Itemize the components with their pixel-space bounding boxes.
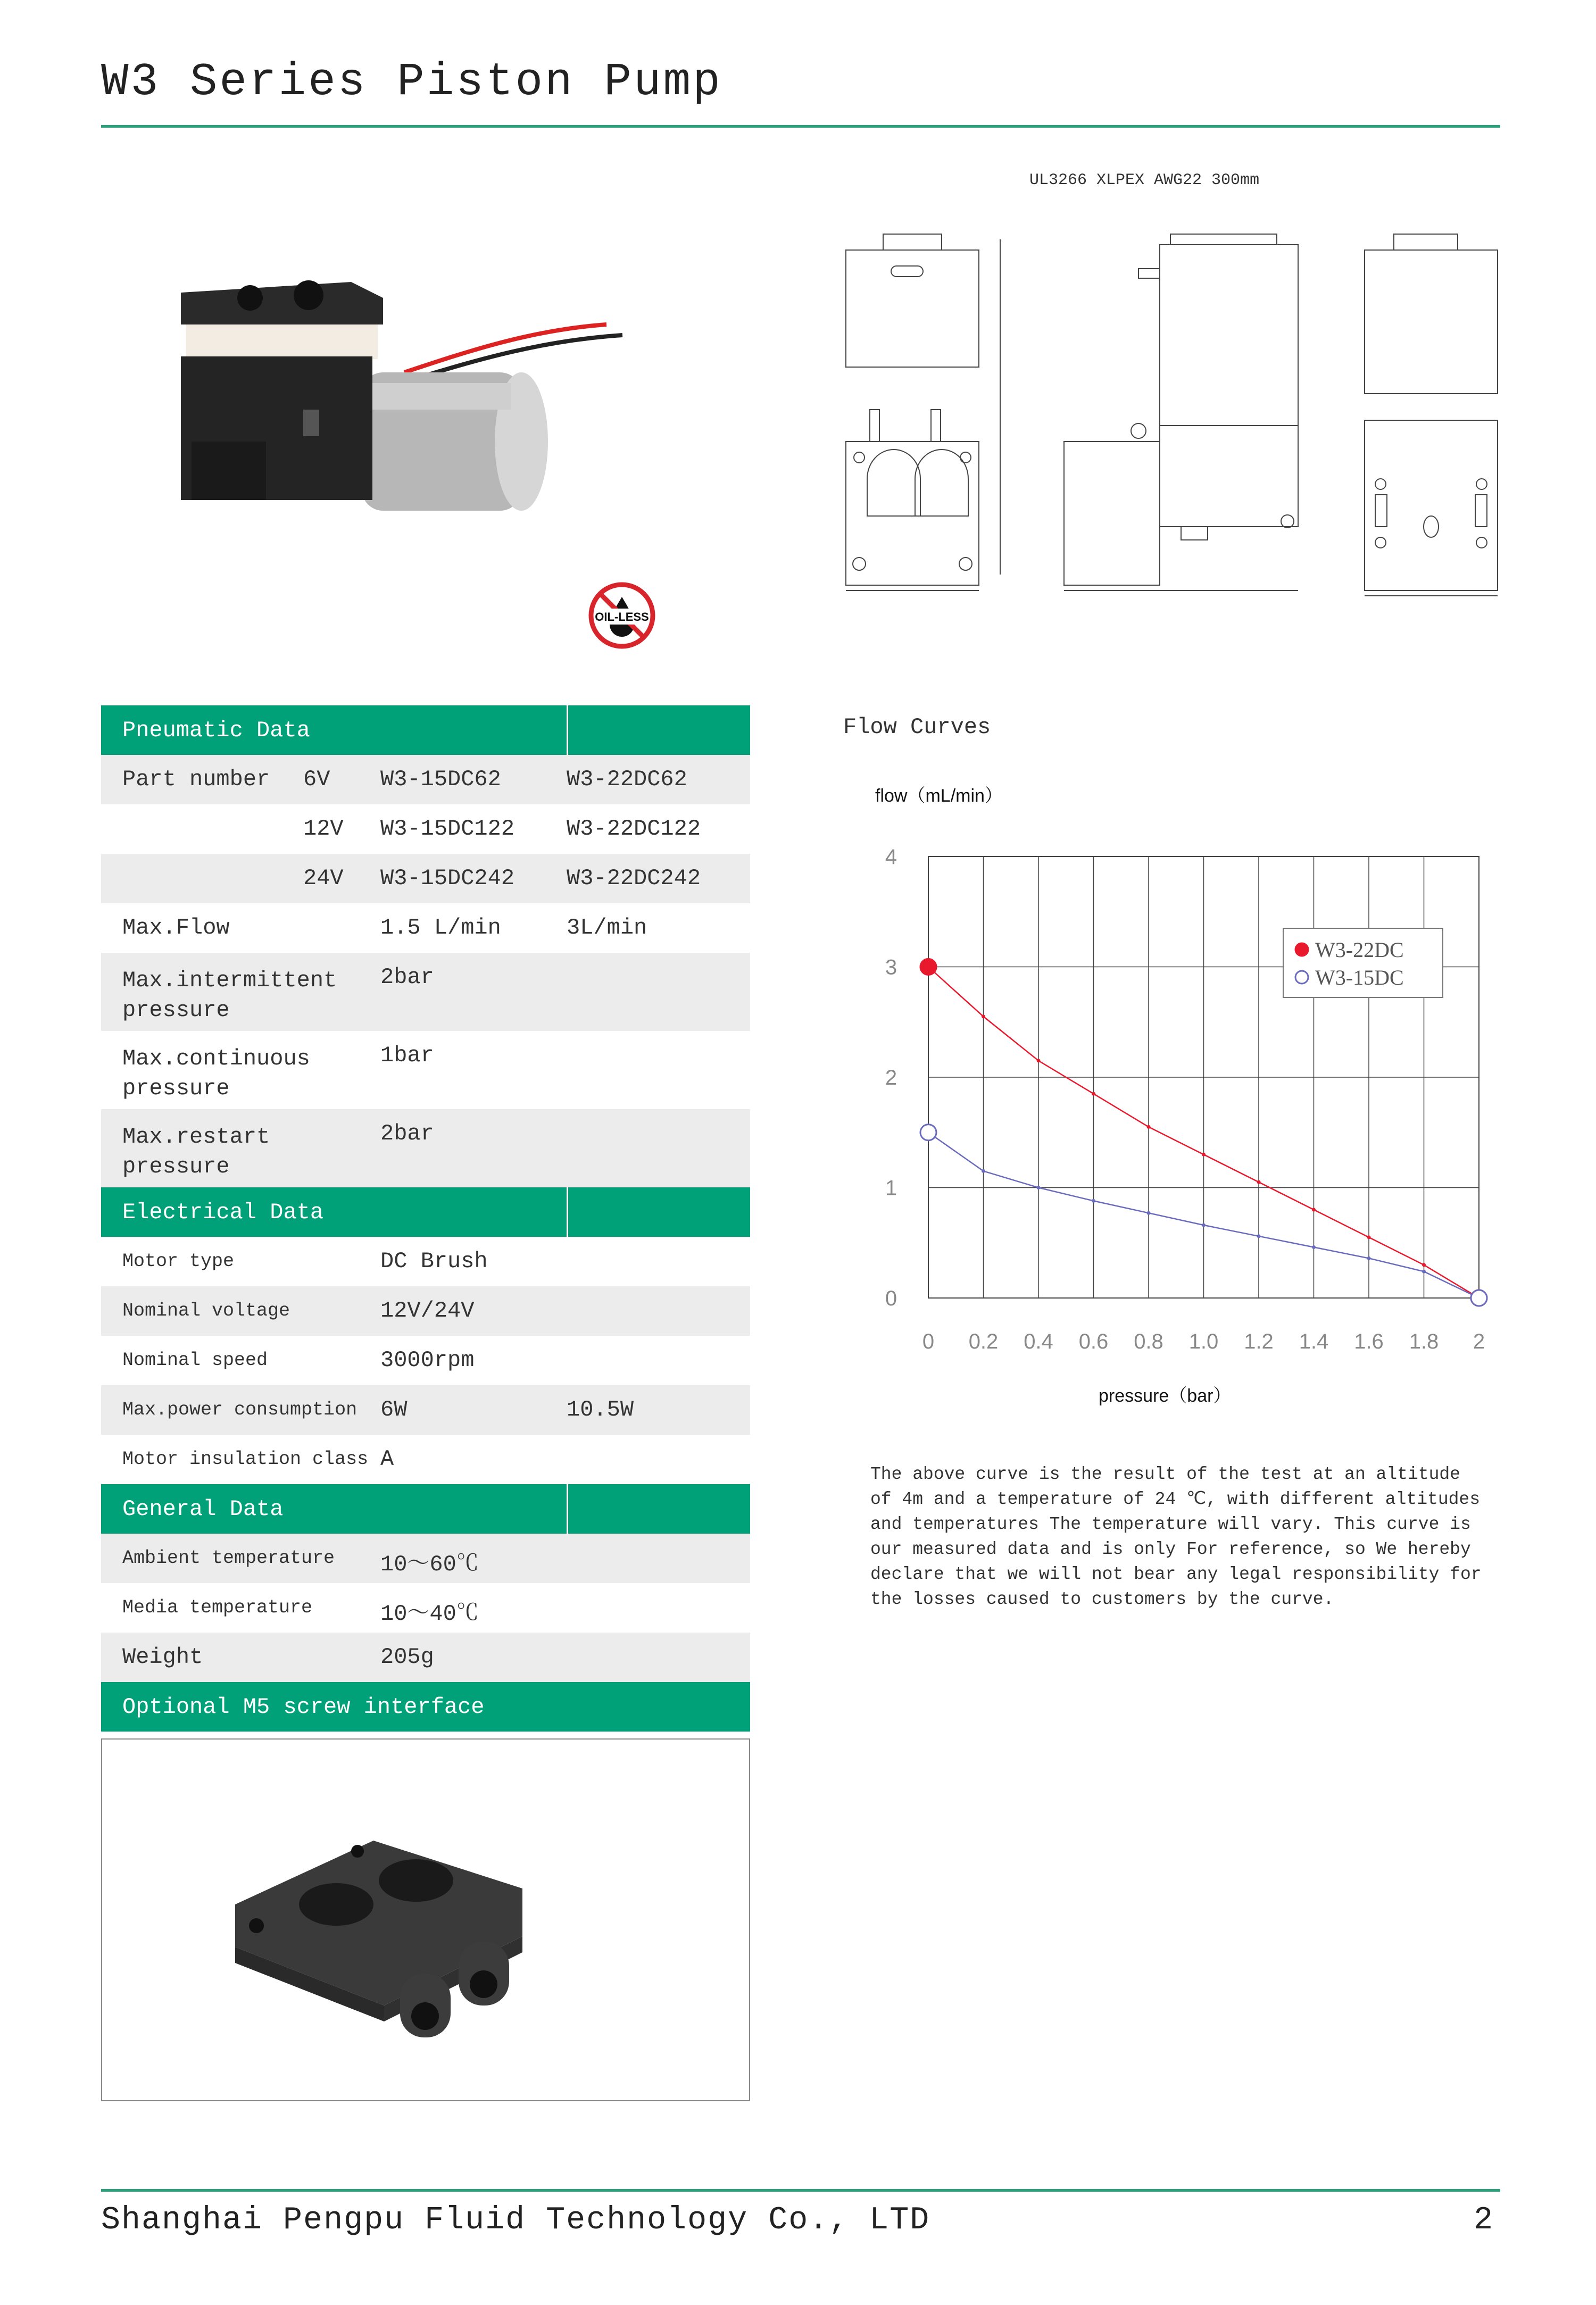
intermittent-label: Max.intermittent pressure	[122, 968, 337, 1023]
oil-less-badge	[587, 581, 656, 650]
legend-label: W3-22DC	[1315, 938, 1404, 962]
flow-note: The above curve is the result of the test at an altitude of 4m and a temperature of 24 ℃, with different altitudes and temperatures The temperature will vary. This curve is our measured data and is only For reference, so We hereby declare that we will not bear any legal responsibility for the losses caused to customers by the curve.	[870, 1464, 1482, 1609]
data-point	[1092, 1092, 1095, 1095]
data-point	[1147, 1125, 1150, 1128]
weight-value: 205g	[380, 1644, 434, 1670]
x-tick-label: 1.4	[1299, 1330, 1329, 1353]
optional-title: Optional M5 screw interface	[122, 1694, 485, 1720]
media-label: Media temperature	[122, 1597, 313, 1618]
data-point	[1367, 1236, 1370, 1239]
nominal-voltage-row	[101, 1286, 750, 1336]
data-point	[1312, 1246, 1316, 1249]
y-tick-label: 0	[885, 1287, 897, 1310]
general-header	[101, 1484, 750, 1534]
dimension-drawing	[841, 229, 1500, 612]
data-point	[1312, 1208, 1316, 1211]
data-point	[982, 1169, 985, 1172]
continuous-label: Max.continuous pressure	[122, 1046, 310, 1101]
insulation-row	[101, 1435, 750, 1484]
page-number: 2	[1474, 2202, 1493, 2239]
restart-label: Max.restart pressure	[122, 1124, 270, 1179]
max-flow-22dc: 3L/min	[567, 915, 647, 941]
x-tick-label: 0	[922, 1330, 935, 1353]
pneumatic-title: Pneumatic Data	[122, 717, 310, 743]
part-15dc: W3-15DC62	[380, 767, 501, 792]
max-flow-row	[101, 903, 750, 953]
data-point	[1037, 1059, 1040, 1062]
general-title: General Data	[122, 1496, 284, 1522]
legend-marker	[1295, 943, 1308, 956]
x-tick-label: 1.8	[1409, 1330, 1439, 1353]
part-15dc: W3-15DC122	[380, 816, 515, 842]
page-title: W3 Series Piston Pump	[101, 56, 722, 108]
header-separator	[567, 1187, 568, 1237]
part-row-12v	[101, 804, 750, 854]
electrical-header	[101, 1187, 750, 1237]
data-point	[1092, 1199, 1095, 1202]
y-axis-label: flow（mL/min）	[875, 786, 1003, 806]
continuous-row	[101, 1031, 750, 1109]
oil-less-text: OIL-LESS	[595, 610, 649, 623]
intermittent-value: 2bar	[380, 964, 434, 990]
y-tick-label: 2	[885, 1066, 897, 1089]
max-flow-label: Max.Flow	[122, 915, 230, 941]
nominal-speed-value: 3000rpm	[380, 1347, 475, 1373]
ambient-row	[101, 1534, 750, 1583]
company-name: Shanghai Pengpu Fluid Technology Co., LTD	[101, 2202, 930, 2239]
y-tick-label: 3	[885, 955, 897, 979]
nominal-speed-label: Nominal speed	[122, 1350, 268, 1371]
footer-rule	[101, 2189, 1500, 2192]
pump-photo	[170, 266, 638, 596]
nominal-speed-row	[101, 1336, 750, 1385]
legend-marker	[1295, 971, 1308, 984]
header-rule	[101, 125, 1500, 128]
part-15dc: W3-15DC242	[380, 866, 515, 891]
motor-type-label: Motor type	[122, 1251, 235, 1272]
weight-label: Weight	[122, 1644, 203, 1670]
restart-value: 2bar	[380, 1121, 434, 1146]
intermittent-row	[101, 953, 750, 1031]
data-point	[1423, 1270, 1426, 1273]
m5-interface-box	[101, 1738, 750, 2101]
restart-row	[101, 1109, 750, 1187]
data-point	[1147, 1211, 1150, 1214]
max-power-label: Max.power consumption	[122, 1399, 358, 1420]
x-tick-label: 1.6	[1354, 1330, 1384, 1353]
data-point	[1257, 1180, 1260, 1184]
insulation-value: A	[380, 1446, 394, 1472]
pneumatic-header	[101, 705, 750, 755]
data-point	[1202, 1224, 1206, 1227]
part-22dc: W3-22DC62	[567, 767, 687, 792]
x-tick-label: 0.2	[968, 1330, 999, 1353]
x-tick-label: 1.2	[1244, 1330, 1274, 1353]
motor-type-value: DC Brush	[380, 1249, 488, 1274]
data-point	[920, 1125, 936, 1141]
x-tick-label: 0.8	[1134, 1330, 1163, 1353]
nominal-voltage-label: Nominal voltage	[122, 1300, 290, 1321]
header-separator	[567, 705, 568, 755]
data-point	[1257, 1235, 1260, 1238]
data-point	[1202, 1153, 1206, 1156]
electrical-title: Electrical Data	[122, 1199, 324, 1225]
media-value: 10～40℃	[380, 1601, 479, 1627]
part-voltage: 24V	[303, 866, 344, 891]
x-tick-label: 1.0	[1188, 1330, 1219, 1353]
flow-chart	[830, 766, 1511, 1415]
max-flow-15dc: 1.5 L/min	[380, 915, 501, 941]
max-power-22dc: 10.5W	[567, 1397, 634, 1422]
legend-label: W3-15DC	[1315, 966, 1404, 989]
ambient-value: 10～60℃	[380, 1552, 479, 1577]
flow-curves-title: Flow Curves	[843, 714, 991, 740]
data-point	[1367, 1256, 1370, 1260]
header-separator	[567, 1484, 568, 1534]
part-voltage: 12V	[303, 816, 344, 842]
y-tick-label: 1	[885, 1176, 897, 1200]
media-row	[101, 1583, 750, 1633]
y-tick-label: 4	[885, 845, 897, 869]
data-point	[982, 1015, 985, 1018]
x-tick-label: 2	[1473, 1330, 1485, 1353]
insulation-label: Motor insulation class	[122, 1449, 369, 1470]
data-point	[1423, 1263, 1426, 1267]
data-point	[1471, 1290, 1487, 1306]
part-voltage: 6V	[303, 767, 330, 792]
spec-table	[101, 705, 750, 1732]
data-point	[1037, 1186, 1040, 1189]
ambient-label: Ambient temperature	[122, 1547, 335, 1569]
x-axis-label: pressure（bar）	[1099, 1386, 1232, 1406]
continuous-value: 1bar	[380, 1043, 434, 1068]
part-row-6v	[101, 755, 750, 804]
x-tick-label: 0.6	[1078, 1330, 1109, 1353]
cable-spec: UL3266 XLPEX AWG22 300mm	[1029, 171, 1260, 189]
optional-header	[101, 1682, 750, 1732]
max-power-15dc: 6W	[380, 1397, 408, 1422]
motor-type-row	[101, 1237, 750, 1286]
data-point	[920, 959, 936, 975]
m5-interface-image	[225, 1830, 629, 2053]
x-tick-label: 0.4	[1024, 1330, 1053, 1353]
part-number-label: Part number	[122, 767, 270, 792]
part-22dc: W3-22DC242	[567, 866, 701, 891]
weight-row	[101, 1633, 750, 1682]
max-power-row	[101, 1385, 750, 1435]
part-row-24v	[101, 854, 750, 903]
nominal-voltage-value: 12V/24V	[380, 1298, 475, 1324]
part-22dc: W3-22DC122	[567, 816, 701, 842]
